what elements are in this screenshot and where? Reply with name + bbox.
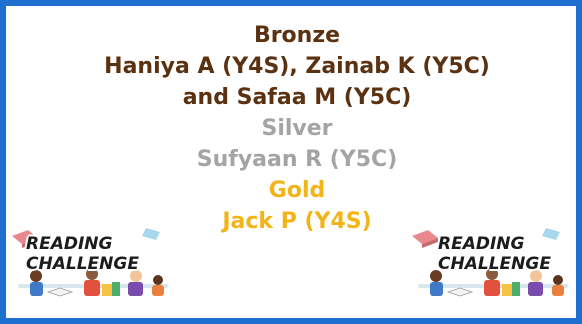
gold-names: Jack P (Y4S) [222, 209, 372, 234]
bronze-names-2: and Safaa M (Y5C) [182, 85, 412, 110]
logo-challenge-text: CHALLENGE [438, 254, 551, 274]
awards-list [6, 20, 582, 237]
reading-challenge-logo-left [8, 222, 178, 312]
reading-challenge-logo-right [408, 222, 578, 312]
silver-names: Sufyaan R (Y5C) [196, 147, 398, 172]
bronze-heading: Bronze [253, 23, 341, 48]
gold-heading: Gold [268, 178, 326, 203]
logo-reading-text: READING [26, 234, 113, 254]
silver-heading: Silver [261, 116, 333, 141]
logo-challenge-text: CHALLENGE [26, 254, 139, 274]
bronze-names-1: Haniya A (Y4S), Zainab K (Y5C) [104, 54, 490, 79]
logo-reading-text: READING [438, 234, 525, 254]
